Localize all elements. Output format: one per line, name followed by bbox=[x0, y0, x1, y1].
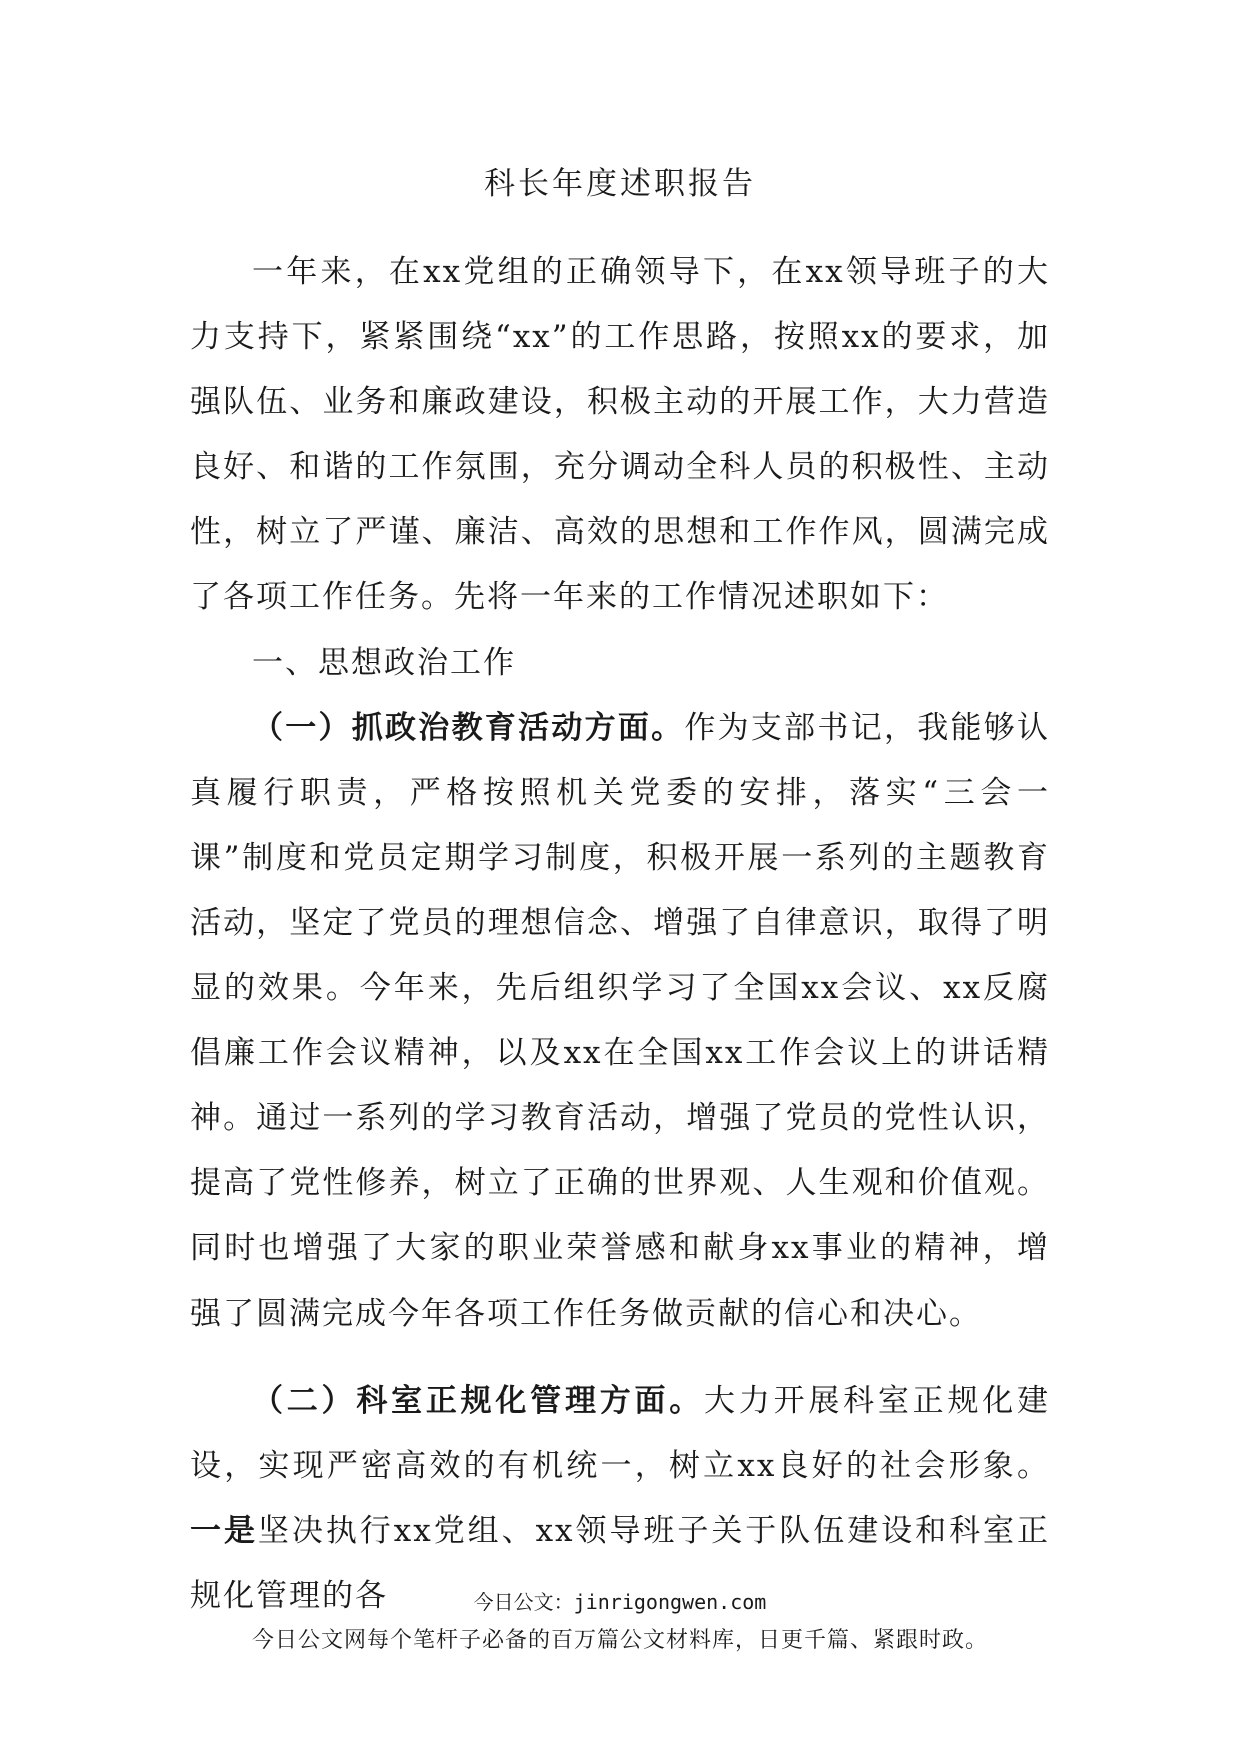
paragraph-heading-bold: （一）抓政治教育活动方面。 bbox=[252, 709, 685, 746]
section-heading-1: 一、思想政治工作 bbox=[252, 644, 516, 681]
paragraph-political-education bbox=[190, 696, 1050, 1347]
paragraph-heading-bold: （二）科室正规化管理方面。 bbox=[252, 1382, 705, 1419]
paragraph-text: 坚决执行xx党组、xx领导班子关于队伍建设和科室正规化管理的各 bbox=[190, 1512, 1050, 1614]
footer-site-label: 今日公文： bbox=[473, 1590, 574, 1614]
footer-slogan: 今日公文网每个笔杆子必备的百万篇公文材料库，日更千篇、紧跟时政。 bbox=[251, 1628, 988, 1653]
paragraph-text: 作为支部书记，我能够认真履行职责，严格按照机关党委的安排，落实“三会一课”制度和党员定期学习制度，积极开展一系列的主题教育活动，坚定了党员的理想信念、增强了自律意识，取得了明显的效果。今年来，先后组织学习了全国xx会议、xx反腐倡廉工作会议精神，以及xx在全国xx工作会议上的讲话精神。通过一系列的学习教育活动，增强了党员的党性认识，提高了党性修养，树立了正确的世界观、人生观和价值观。同时也增强了大家的职业荣誉感和献身xx事业的精神，增强了圆满完成今年各项工作任务做贡献的信心和决心。 bbox=[190, 709, 1050, 1332]
paragraph-text: 大力开展科室正规化建设，实现严密高效的有机统一，树立xx良好的社会形象。 bbox=[190, 1382, 1051, 1484]
footer-site-url[interactable]: jinrigongwen.com bbox=[573, 1590, 767, 1614]
document-title: 科长年度述职报告 bbox=[484, 166, 756, 202]
enumeration-first-bold: 一是 bbox=[190, 1512, 258, 1549]
footer-site-line bbox=[0, 1586, 1240, 1615]
document-body bbox=[190, 240, 1050, 1629]
intro-paragraph: 一年来，在xx党组的正确领导下，在xx领导班子的大力支持下，紧紧围绕“xx”的工作思路，按照xx的要求，加强队伍、业务和廉政建设，积极主动的开展工作，大力营造良好、和谐的工作氛围，充分调动全科人员的积极性、主动性，树立了严谨、廉洁、高效的思想和工作作风，圆满完成了各项工作任务。先将一年来的工作情况述职如下： bbox=[190, 254, 1050, 616]
